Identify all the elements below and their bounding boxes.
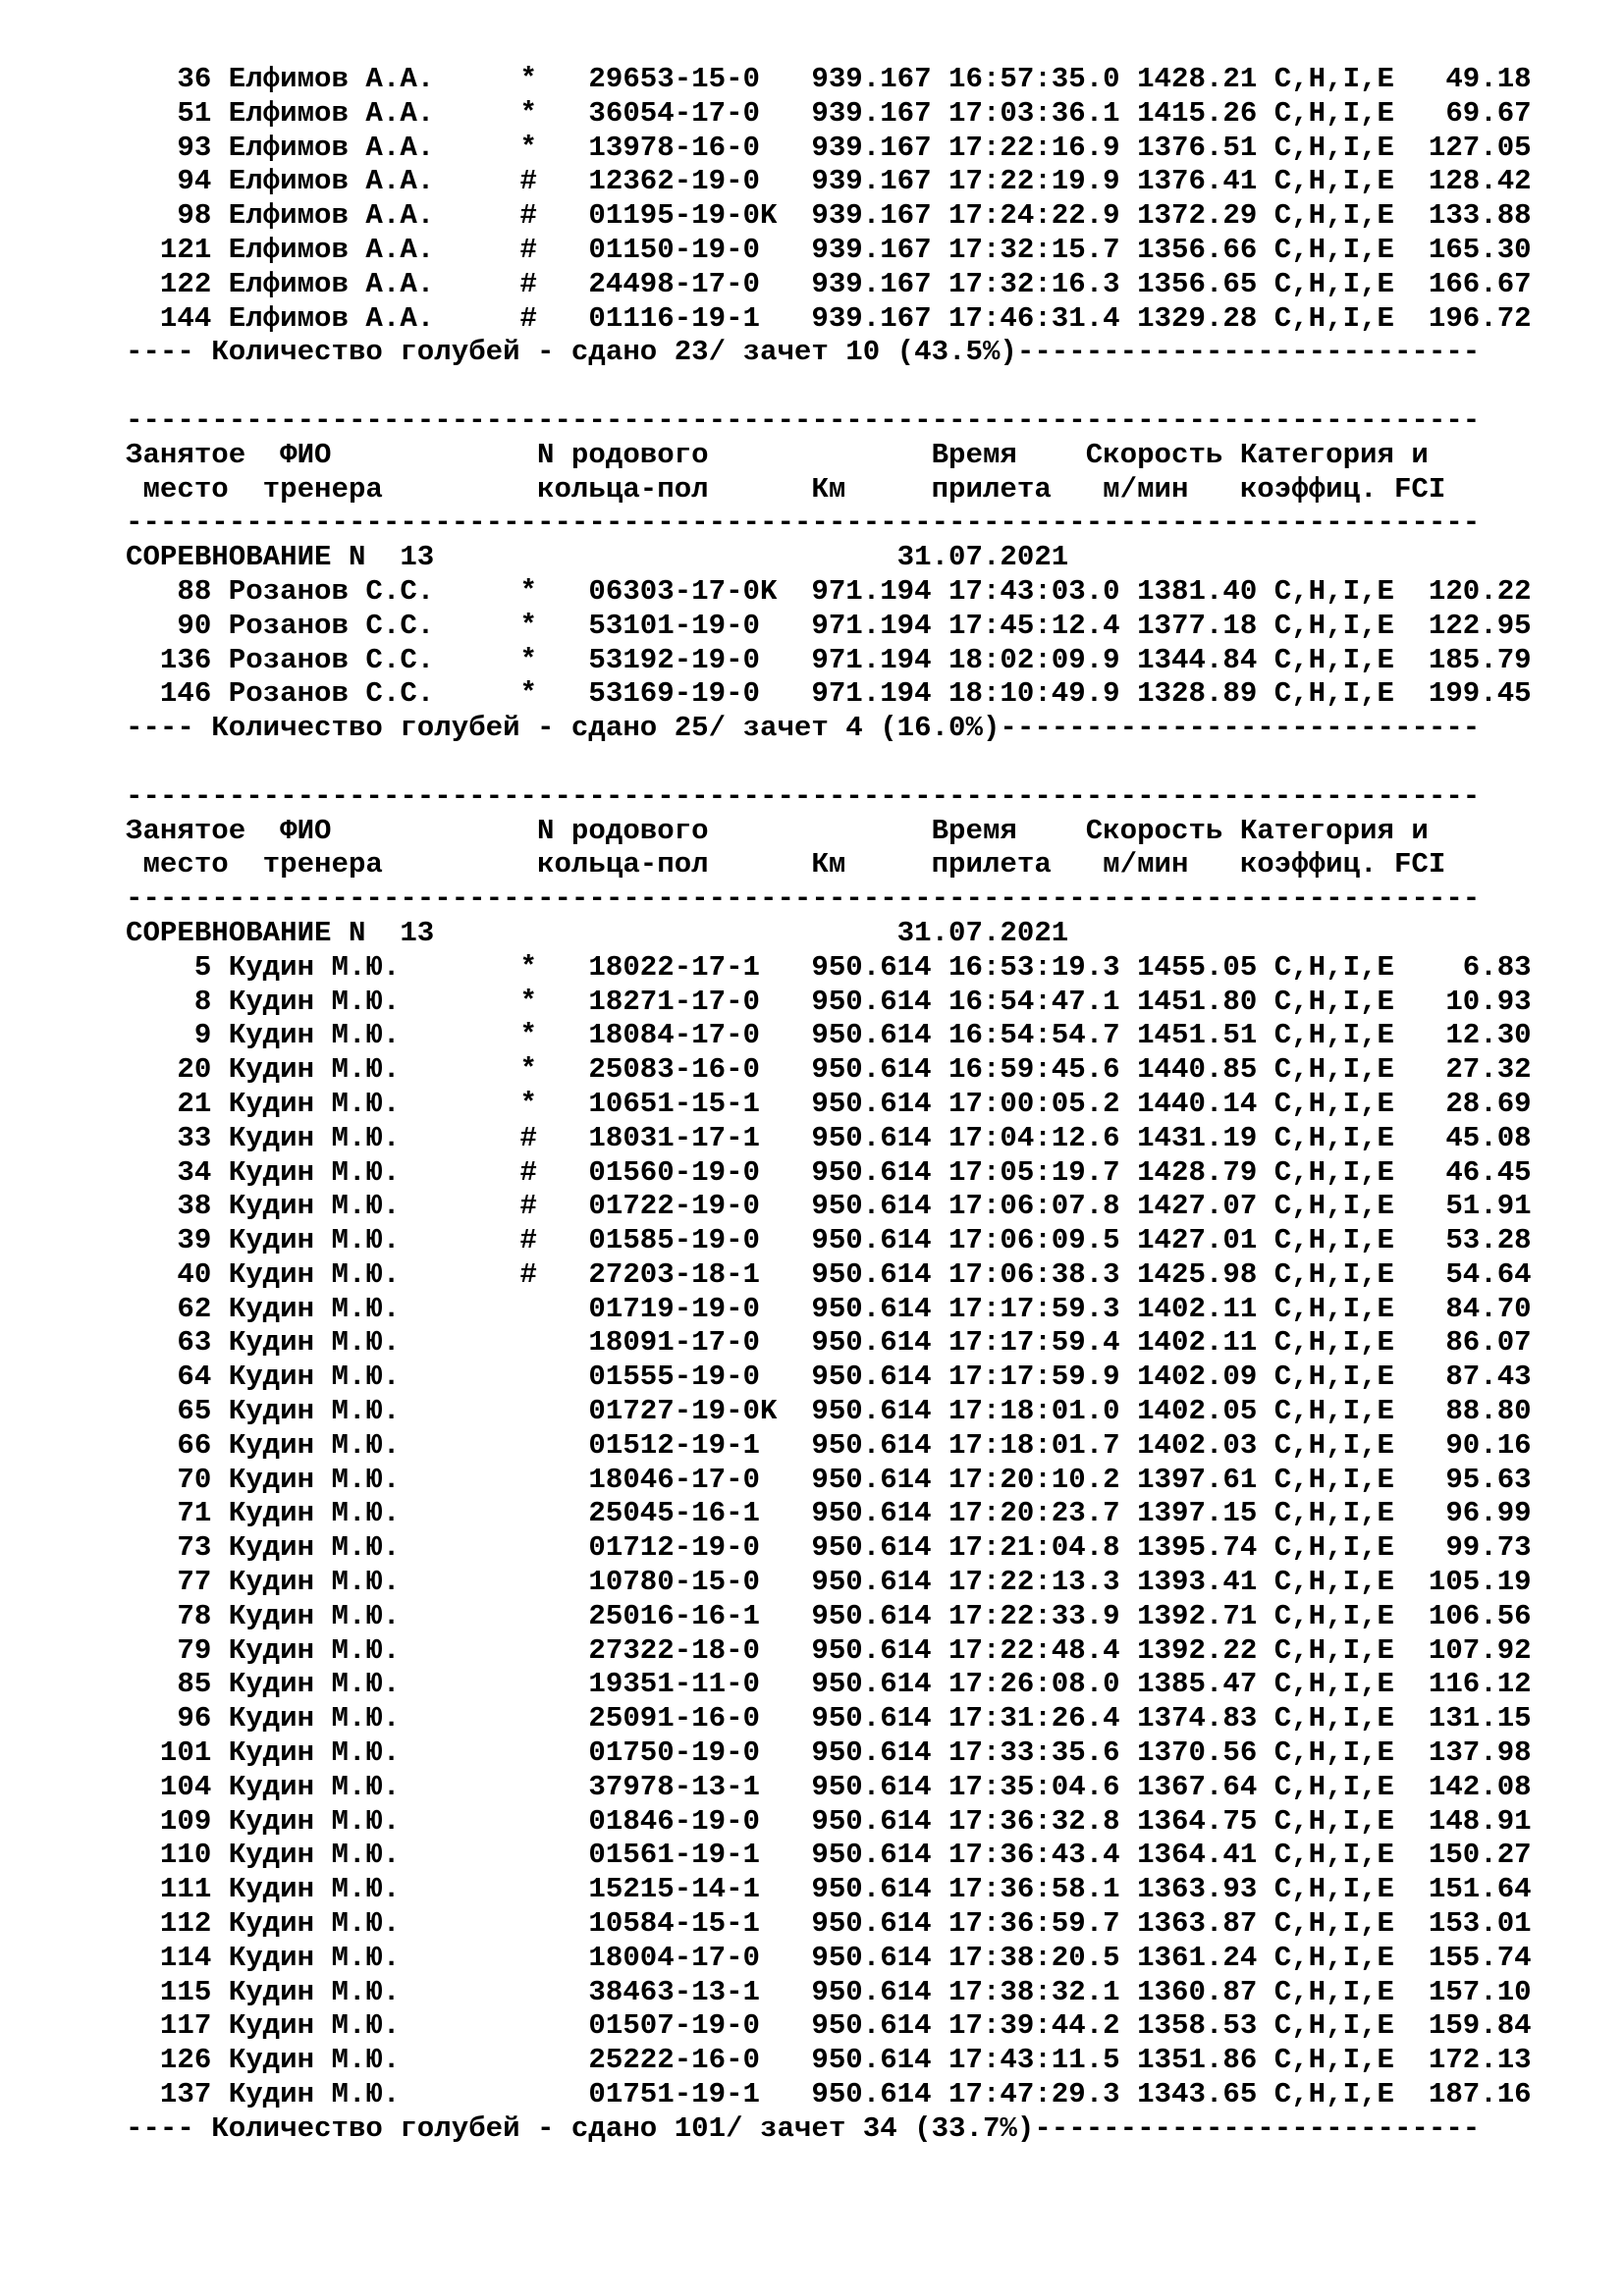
text-line: 111 Кудин М.Ю. 15215-14-1 950.614 17:36:58.1 1363.93 C,H,I,E 151.64 <box>126 1873 1532 1906</box>
text-line: 144 Елфимов А.А. # 01116-19-1 939.167 17:46:31.4 1329.28 C,H,I,E 196.72 <box>126 301 1532 335</box>
text-line: Занятое ФИО N родового Время Скорость Категория и <box>126 438 1429 471</box>
text-line: 109 Кудин М.Ю. 01846-19-0 950.614 17:36:32.8 1364.75 C,H,I,E 148.91 <box>126 1804 1532 1838</box>
text-line: место тренера кольца-пол Км прилета м/мин коэффиц. FCI <box>126 472 1446 506</box>
text-line: 88 Розанов С.С. * 06303-17-0K 971.194 17:43:03.0 1381.40 C,H,I,E 120.22 <box>126 574 1532 608</box>
text-line: 98 Елфимов А.А. # 01195-19-0K 939.167 17:24:22.9 1372.29 C,H,I,E 133.88 <box>126 199 1532 233</box>
text-line: 70 Кудин М.Ю. 18046-17-0 950.614 17:20:10.2 1397.61 C,H,I,E 95.63 <box>126 1463 1532 1496</box>
text-line: 121 Елфимов А.А. # 01150-19-0 939.167 17:32:15.7 1356.66 C,H,I,E 165.30 <box>126 233 1532 266</box>
text-line <box>126 746 1532 780</box>
text-line: СОРЕВНОВАНИЕ N 13 31.07.2021 <box>126 916 1069 949</box>
text-line: 73 Кудин М.Ю. 01712-19-0 950.614 17:21:04.8 1395.74 C,H,I,E 99.73 <box>126 1531 1532 1565</box>
text-line: 64 Кудин М.Ю. 01555-19-0 950.614 17:17:59.9 1402.09 C,H,I,E 87.43 <box>126 1361 1532 1394</box>
text-line: 38 Кудин М.Ю. # 01722-19-0 950.614 17:06:07.8 1427.07 C,H,I,E 51.91 <box>126 1190 1532 1223</box>
text-line: 146 Розанов С.С. * 53169-19-0 971.194 18:10:49.9 1328.89 C,H,I,E 199.45 <box>126 677 1532 711</box>
text-line: 51 Елфимов А.А. * 36054-17-0 939.167 17:03:36.1 1415.26 C,H,I,E 69.67 <box>126 96 1532 130</box>
text-line: ------------------------------------------------------------------------------- <box>126 507 1481 540</box>
text-line: 114 Кудин М.Ю. 18004-17-0 950.614 17:38:20.5 1361.24 C,H,I,E 155.74 <box>126 1941 1532 1974</box>
text-line: 20 Кудин М.Ю. * 25083-16-0 950.614 16:59:45.6 1440.85 C,H,I,E 27.32 <box>126 1053 1532 1087</box>
text-line <box>126 370 1532 404</box>
text-line: 40 Кудин М.Ю. # 27203-18-1 950.614 17:06:38.3 1425.98 C,H,I,E 54.64 <box>126 1257 1532 1291</box>
text-line: 9 Кудин М.Ю. * 18084-17-0 950.614 16:54:54.7 1451.51 C,H,I,E 12.30 <box>126 1019 1532 1052</box>
text-line: 63 Кудин М.Ю. 18091-17-0 950.614 17:17:59.4 1402.11 C,H,I,E 86.07 <box>126 1326 1532 1360</box>
text-line: 126 Кудин М.Ю. 25222-16-0 950.614 17:43:11.5 1351.86 C,H,I,E 172.13 <box>126 2044 1532 2077</box>
text-line: 94 Елфимов А.А. # 12362-19-0 939.167 17:22:19.9 1376.41 C,H,I,E 128.42 <box>126 165 1532 198</box>
text-line: 8 Кудин М.Ю. * 18271-17-0 950.614 16:54:47.1 1451.80 C,H,I,E 10.93 <box>126 985 1532 1018</box>
text-line: 96 Кудин М.Ю. 25091-16-0 950.614 17:31:26.4 1374.83 C,H,I,E 131.15 <box>126 1702 1532 1735</box>
text-line: СОРЕВНОВАНИЕ N 13 31.07.2021 <box>126 541 1069 574</box>
text-line: 5 Кудин М.Ю. * 18022-17-1 950.614 16:53:19.3 1455.05 C,H,I,E 6.83 <box>126 950 1532 984</box>
text-line: место тренера кольца-пол Км прилета м/мин коэффиц. FCI <box>126 848 1446 881</box>
text-line: 65 Кудин М.Ю. 01727-19-0K 950.614 17:18:01.0 1402.05 C,H,I,E 88.80 <box>126 1395 1532 1428</box>
text-line: 36 Елфимов А.А. * 29653-15-0 939.167 16:57:35.0 1428.21 C,H,I,E 49.18 <box>126 63 1532 95</box>
text-line: 79 Кудин М.Ю. 27322-18-0 950.614 17:22:48.4 1392.22 C,H,I,E 107.92 <box>126 1633 1532 1667</box>
text-line: ---- Количество голубей - сдано 25/ зачет 4 (16.0%)---------------------------- <box>126 712 1481 745</box>
text-line: 21 Кудин М.Ю. * 10651-15-1 950.614 17:00:05.2 1440.14 C,H,I,E 28.69 <box>126 1087 1532 1120</box>
text-line: 90 Розанов С.С. * 53101-19-0 971.194 17:45:12.4 1377.18 C,H,I,E 122.95 <box>126 609 1532 642</box>
text-line: 93 Елфимов А.А. * 13978-16-0 939.167 17:22:16.9 1376.51 C,H,I,E 127.05 <box>126 131 1532 164</box>
text-line: 136 Розанов С.С. * 53192-19-0 971.194 18:02:09.9 1344.84 C,H,I,E 185.79 <box>126 643 1532 676</box>
text-line: 71 Кудин М.Ю. 25045-16-1 950.614 17:20:23.7 1397.15 C,H,I,E 96.99 <box>126 1497 1532 1530</box>
text-line: Занятое ФИО N родового Время Скорость Категория и <box>126 814 1429 847</box>
text-line: 104 Кудин М.Ю. 37978-13-1 950.614 17:35:04.6 1367.64 C,H,I,E 142.08 <box>126 1770 1532 1803</box>
text-line: 122 Елфимов А.А. # 24498-17-0 939.167 17:32:16.3 1356.65 C,H,I,E 166.67 <box>126 267 1532 300</box>
text-line: 39 Кудин М.Ю. # 01585-19-0 950.614 17:06:09.5 1427.01 C,H,I,E 53.28 <box>126 1224 1532 1257</box>
text-line: 34 Кудин М.Ю. # 01560-19-0 950.614 17:05:19.7 1428.79 C,H,I,E 46.45 <box>126 1155 1532 1189</box>
text-line: ------------------------------------------------------------------------------- <box>126 403 1481 437</box>
text-line: 101 Кудин М.Ю. 01750-19-0 950.614 17:33:35.6 1370.56 C,H,I,E 137.98 <box>126 1736 1532 1770</box>
text-line: ------------------------------------------------------------------------------- <box>126 882 1481 916</box>
text-line: 62 Кудин М.Ю. 01719-19-0 950.614 17:17:59.3 1402.11 C,H,I,E 84.70 <box>126 1292 1532 1325</box>
text-line: 115 Кудин М.Ю. 38463-13-1 950.614 17:38:32.1 1360.87 C,H,I,E 157.10 <box>126 1975 1532 2008</box>
text-line: 112 Кудин М.Ю. 10584-15-1 950.614 17:36:59.7 1363.87 C,H,I,E 153.01 <box>126 1907 1532 1941</box>
text-line: 66 Кудин М.Ю. 01512-19-1 950.614 17:18:01.7 1402.03 C,H,I,E 90.16 <box>126 1428 1532 1462</box>
text-line: 85 Кудин М.Ю. 19351-11-0 950.614 17:26:08.0 1385.47 C,H,I,E 116.12 <box>126 1668 1532 1701</box>
text-line: 78 Кудин М.Ю. 25016-16-1 950.614 17:22:33.9 1392.71 C,H,I,E 106.56 <box>126 1599 1532 1632</box>
text-line: 77 Кудин М.Ю. 10780-15-0 950.614 17:22:13.3 1393.41 C,H,I,E 105.19 <box>126 1566 1532 1599</box>
results-document <box>126 63 1532 2147</box>
text-line: ---- Количество голубей - сдано 101/ зачет 34 (33.7%)-------------------------- <box>126 2111 1481 2145</box>
text-line: ------------------------------------------------------------------------------- <box>126 779 1481 813</box>
text-line: ---- Количество голубей - сдано 23/ зачет 10 (43.5%)--------------------------- <box>126 336 1481 369</box>
text-line: 33 Кудин М.Ю. # 18031-17-1 950.614 17:04:12.6 1431.19 C,H,I,E 45.08 <box>126 1121 1532 1154</box>
text-line: 137 Кудин М.Ю. 01751-19-1 950.614 17:47:29.3 1343.65 C,H,I,E 187.16 <box>126 2078 1532 2111</box>
text-line: 110 Кудин М.Ю. 01561-19-1 950.614 17:36:43.4 1364.41 C,H,I,E 150.27 <box>126 1839 1532 1872</box>
text-line: 117 Кудин М.Ю. 01507-19-0 950.614 17:39:44.2 1358.53 C,H,I,E 159.84 <box>126 2009 1532 2043</box>
